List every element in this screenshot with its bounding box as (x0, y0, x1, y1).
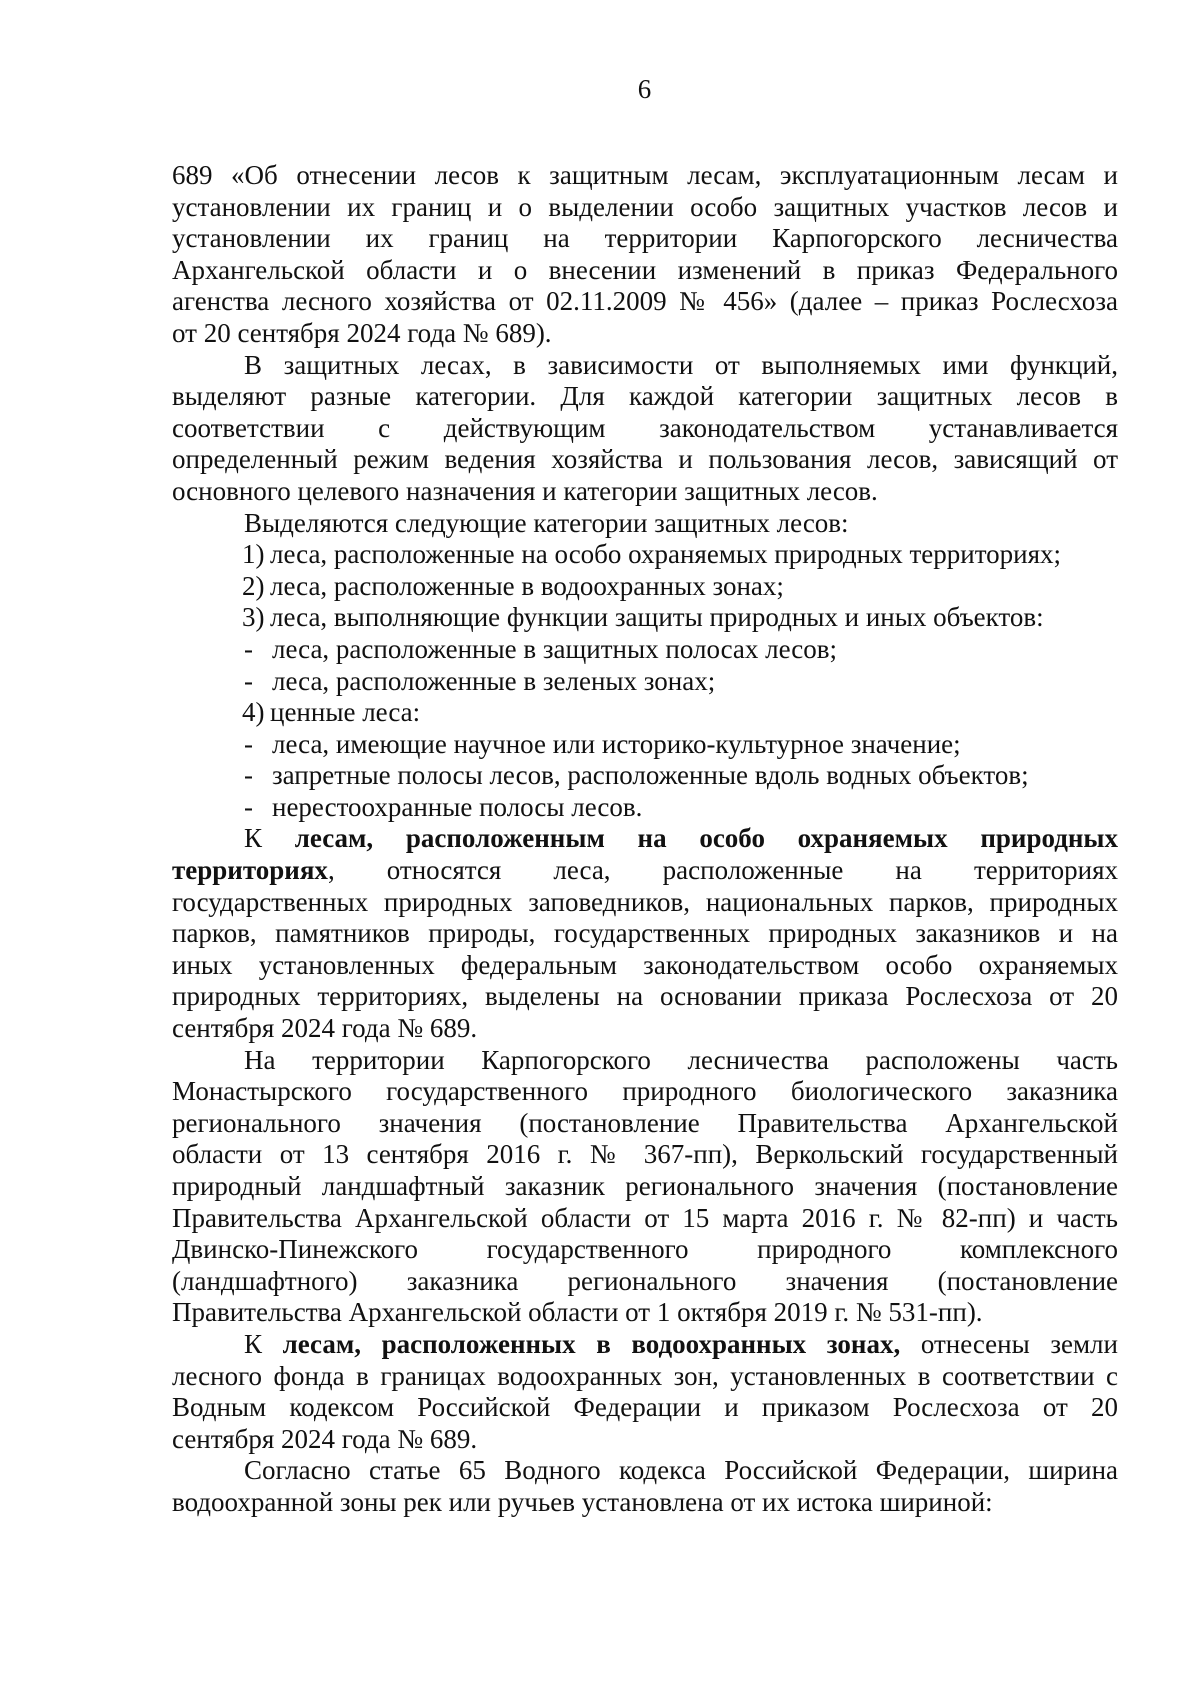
text-line: лесного фонда в границах водоохранных зон, установленных в соответствии с (172, 1360, 1118, 1391)
list-item-text: ценные леса: (270, 697, 421, 728)
list-intro: Выделяются следующие категории защитных лесов: (244, 507, 849, 538)
list-item-text: леса, расположенные в водоохранных зонах; (270, 570, 784, 601)
categories-list (172, 508, 1118, 824)
text-line: природных территориях, выделены на основании приказа Рослесхоза от 20 (172, 981, 1118, 1012)
text-line (172, 855, 1118, 887)
text-line: Правительства Архангельской области от 1 октября 2019 г. № 531-пп). (172, 1297, 983, 1328)
text-line: Согласно статье 65 Водного кодекса Российской Федерации, ширина (244, 1455, 1118, 1486)
text-run: К (244, 1328, 283, 1359)
paragraph-5 (172, 1329, 1118, 1455)
paragraph-4 (172, 1045, 1118, 1329)
text-line: На территории Карпогорского лесничества расположены часть (244, 1044, 1118, 1075)
paragraph-6 (172, 1455, 1118, 1518)
text-line: сентября 2024 года № 689. (172, 1423, 478, 1454)
list-marker: 3) (242, 602, 265, 633)
text-line: Монастырского государственного природного биологического заказника (172, 1076, 1118, 1107)
bold-term: территориях (172, 855, 328, 886)
bold-term: лесам, расположенных в водоохранных зонах, (282, 1328, 901, 1359)
text-line: Двинско-Пинежского государственного природного комплексного (172, 1234, 1118, 1265)
list-item (172, 602, 1118, 634)
list-marker: - (244, 728, 253, 759)
text-line: установлении их границ на территории Карпогорского лесничества (172, 223, 1118, 254)
text-line: Водным кодексом Российской Федерации и приказом Рослесхоза от 20 (172, 1392, 1118, 1423)
text-line: парков, памятников природы, государственных природных заказников и на (172, 918, 1118, 949)
text-run: К (244, 823, 263, 854)
page-number: 6 (637, 74, 652, 104)
list-item (172, 729, 1118, 761)
text-line: (ландшафтного) заказника регионального значения (постановление (172, 1265, 1118, 1296)
list-marker: 1) (242, 539, 265, 570)
list-marker: - (244, 760, 253, 791)
text-line: от 20 сентября 2024 года № 689). (172, 317, 552, 348)
text-line (172, 823, 1118, 855)
list-marker: - (244, 665, 253, 696)
list-item (172, 571, 1118, 603)
text-line: 689 «Об отнесении лесов к защитным лесам, эксплуатационным лесам и (172, 160, 1118, 190)
document-body (172, 160, 1118, 1519)
text-run: , относятся леса, расположенные на территориях (327, 855, 1118, 886)
list-item (172, 760, 1118, 792)
list-item-text: леса, расположенные на особо охраняемых природных территориях; (270, 539, 1062, 570)
text-line (172, 1329, 1118, 1361)
text-line: Архангельской области и о внесении изменений в приказ Федерального (172, 254, 1118, 285)
list-item (172, 634, 1118, 666)
text-line: выделяют разные категории. Для каждой категории защитных лесов в (172, 381, 1118, 412)
list-item (172, 666, 1118, 698)
list-item (172, 539, 1118, 571)
list-item-text: леса, расположенные в защитных полосах лесов; (272, 633, 838, 664)
list-marker: - (244, 791, 253, 822)
list-marker: - (244, 633, 253, 664)
paragraph-2 (172, 350, 1118, 508)
list-marker: 4) (242, 697, 265, 728)
paragraph-1 (172, 160, 1118, 350)
text-line: иных установленных федеральным законодательством особо охраняемых (172, 949, 1118, 980)
text-line: регионального значения (постановление Правительства Архангельской (172, 1107, 1118, 1138)
list-item (172, 792, 1118, 824)
text-line: Правительства Архангельской области от 15 марта 2016 г. № 82-пп) и часть (172, 1202, 1118, 1233)
paragraph-3 (172, 823, 1118, 1044)
list-item-text: леса, выполняющие функции защиты природных и иных объектов: (270, 602, 1044, 633)
list-item-text: нерестоохранные полосы лесов. (272, 791, 643, 822)
text-line: области от 13 сентября 2016 г. № 367-пп), Веркольский государственный (172, 1139, 1118, 1170)
text-line: основного целевого назначения и категории защитных лесов. (172, 475, 878, 506)
text-line: соответствии с действующим законодательством устанавливается (172, 412, 1118, 443)
text-line: природный ландшафтный заказник регионального значения (постановление (172, 1171, 1118, 1201)
text-line: государственных природных заповедников, национальных парков, природных (172, 886, 1118, 917)
list-item-text: запретные полосы лесов, расположенные вдоль водных объектов; (272, 760, 1029, 791)
text-line: В защитных лесах, в зависимости от выполняемых ими функций, (244, 349, 1118, 380)
text-line: установлении их границ и о выделении особо защитных участков лесов и (172, 191, 1118, 222)
text-line: определенный режим ведения хозяйства и пользования лесов, зависящий от (172, 444, 1118, 475)
text-line: агенства лесного хозяйства от 02.11.2009 № 456» (далее – приказ Рослесхоза (172, 286, 1118, 317)
text-run: отнесены земли (900, 1328, 1118, 1359)
list-marker: 2) (242, 570, 265, 601)
bold-term: лесам, расположенным на особо охраняемых природных (294, 823, 1118, 854)
list-item-text: леса, имеющие научное или историко-культурное значение; (272, 728, 961, 759)
list-item (172, 697, 1118, 729)
text-line: сентября 2024 года № 689. (172, 1013, 478, 1044)
text-line: водоохранной зоны рек или ручьев установлена от их истока шириной: (172, 1486, 993, 1517)
list-item-text: леса, расположенные в зеленых зонах; (272, 665, 716, 696)
